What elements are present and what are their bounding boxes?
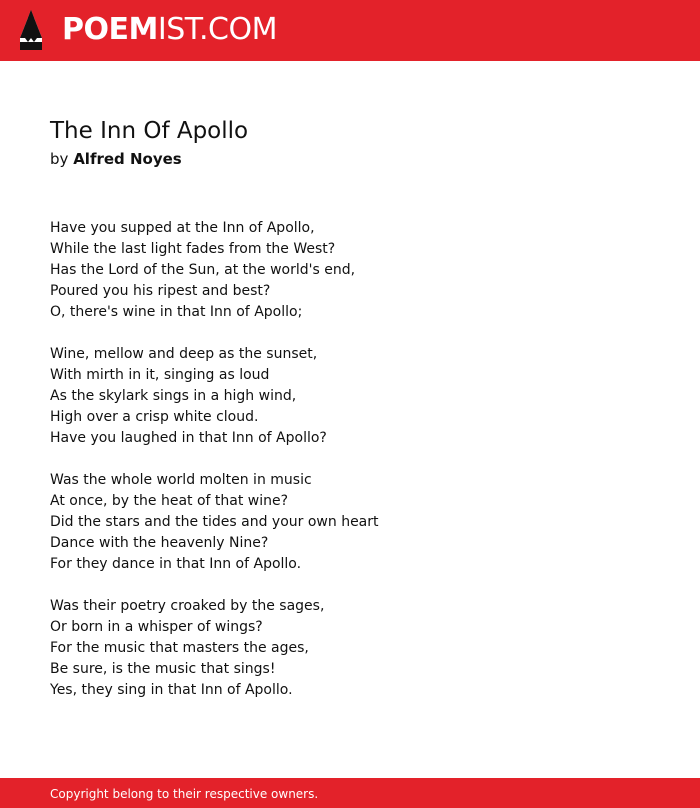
logo-light-text: IST.COM: [157, 12, 277, 47]
site-logo[interactable]: [62, 12, 277, 48]
poem-line: Was their poetry croaked by the sages,: [50, 598, 325, 614]
poem-line: Yes, they sing in that Inn of Apollo.: [50, 682, 293, 698]
poem-line: Was the whole world molten in music: [50, 472, 312, 488]
site-footer: [0, 778, 700, 808]
poem-line: Or born in a whisper of wings?: [50, 619, 263, 635]
poem-body: [50, 218, 650, 722]
logo-bold-text: POEM: [62, 12, 158, 47]
poem-line: While the last light fades from the West?: [50, 241, 336, 257]
copyright-notice: Copyright belong to their respective owners.: [50, 787, 319, 801]
poem-line: At once, by the heat of that wine?: [50, 493, 289, 509]
poem-line: Dance with the heavenly Nine?: [50, 535, 269, 551]
poem-line: Be sure, is the music that sings!: [50, 661, 276, 677]
poem-line: Has the Lord of the Sun, at the world's end,: [50, 262, 356, 278]
poem-line: For they dance in that Inn of Apollo.: [50, 556, 302, 572]
poem-line: Poured you his ripest and best?: [50, 283, 271, 299]
poem-line: With mirth in it, singing as loud: [50, 367, 270, 383]
poem-stanza: [50, 470, 650, 575]
poem-line: Have you supped at the Inn of Apollo,: [50, 220, 315, 236]
poem-line: High over a crisp white cloud.: [50, 409, 259, 425]
poem-stanza: [50, 344, 650, 449]
poem-title: The Inn Of Apollo: [50, 118, 249, 144]
pencil-icon[interactable]: [17, 8, 45, 52]
poem-line: O, there's wine in that Inn of Apollo;: [50, 304, 303, 320]
poem-line: As the skylark sings in a high wind,: [50, 388, 297, 404]
poem-line: Did the stars and the tides and your own heart: [50, 514, 379, 530]
site-header: [0, 0, 700, 61]
poem-author: Alfred Noyes: [73, 150, 182, 168]
poem-line: For the music that masters the ages,: [50, 640, 309, 656]
by-label: by: [50, 150, 69, 168]
poem-stanza: [50, 218, 650, 323]
poem-byline: [50, 148, 182, 170]
poem-stanza: [50, 596, 650, 701]
poem-line: Wine, mellow and deep as the sunset,: [50, 346, 318, 362]
poem-line: Have you laughed in that Inn of Apollo?: [50, 430, 327, 446]
